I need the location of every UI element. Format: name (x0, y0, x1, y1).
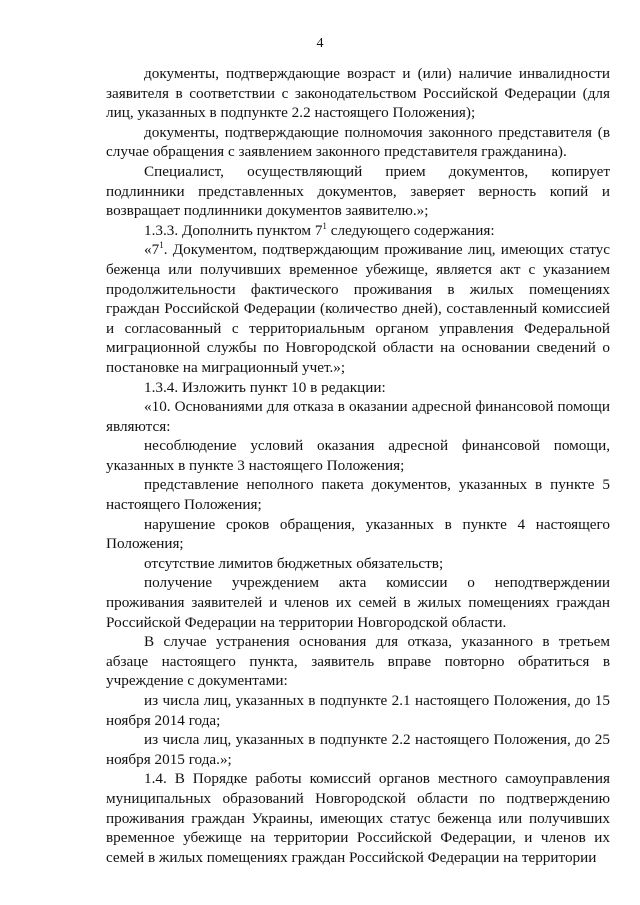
paragraph-item-7-1-superscript: 1 (159, 240, 164, 251)
paragraph-documents-age: документы, подтверждающие возраст и (или) наличие инвалидности заявителя в соответствии с законодательством Российской Федерации (для лиц, указанных в подпункте 2.2 настоящего Положения); (106, 65, 610, 122)
paragraph-deadline-2015: из числа лиц, указанных в подпункте 2.2 настоящего Положения, до 25 ноября 2015 года.»; (106, 731, 610, 768)
paragraph-item-7-1 (106, 240, 610, 377)
paragraph-1-3-3-tail: следующего содержания: (326, 221, 495, 239)
paragraph-item-7-1-tail: . Документом, подтверждающим проживание лиц, имеющих статус беженца или получивших временное убежище, является акт с указанием продолжительности фактического проживания в жилых помещениях граждан Российской Федерации (количество дней), составленный комиссией и согласованный с территориальным органом управления Федеральной миграционной службы по Новгородской области на основании сведений о постановке на миграционный учет.»; (106, 241, 610, 376)
paragraph-1-3-3-superscript: 1 (322, 220, 327, 231)
paragraph-deadline-2014: из числа лиц, указанных в подпункте 2.1 настоящего Положения, до 15 ноября 2014 года; (106, 692, 610, 729)
paragraph-refusal-limits: отсутствие лимитов бюджетных обязательств; (144, 554, 444, 572)
paragraph-item-7-1-lead: «7 (144, 241, 160, 259)
paragraph-specialist-copies: Специалист, осуществляющий прием документов, копирует подлинники представленных документов, заверяет верность копий и возвращает подлинники документов заявителю.»; (106, 162, 610, 220)
paragraph-1-3-3-lead: 1.3.3. Дополнить пунктом 7 (144, 221, 323, 239)
paragraph-refusal-deadline: нарушение сроков обращения, указанных в пункте 4 настоящего Положения; (106, 515, 610, 553)
paragraph-refusal-incomplete: представление неполного пакета документов, указанных в пункте 5 настоящего Положения; (106, 476, 610, 514)
paragraph-1-3-3 (106, 221, 610, 241)
paragraph-1-3-4: 1.3.4. Изложить пункт 10 в редакции: (144, 378, 386, 396)
document-text (106, 64, 610, 867)
paragraph-refusal-act: получение учреждением акта комиссии о неподтверждении проживания заявителей и членов их семей в жилых помещениях граждан Российской Федерации на территории Новгородской области. (106, 574, 610, 631)
paragraph-reapply: В случае устранения основания для отказа, указанного в третьем абзаце настоящего пункта, заявитель вправе повторно обратиться в учреждение с документами: (106, 633, 610, 690)
paragraph-1-4: 1.4. В Порядке работы комиссий органов местного самоуправления муниципальных образований Новгородской области по подтверждению проживания граждан Украины, имеющих статус беженца или получивших временное убежище на территории Российской Федерации, и членов их семей в жилых помещениях граждан Российской Федерации на территории (106, 770, 610, 866)
paragraph-documents-representative: документы, подтверждающие полномочия законного представителя (в случае обращения с заявлением законного представителя гражданина). (106, 123, 610, 161)
page-number: 4 (316, 36, 324, 51)
paragraph-item-10: «10. Основаниями для отказа в оказании адресной финансовой помощи являются: (106, 398, 610, 435)
paragraph-refusal-conditions: несоблюдение условий оказания адресной финансовой помощи, указанных в пункте 3 настоящего Положения; (106, 437, 610, 474)
